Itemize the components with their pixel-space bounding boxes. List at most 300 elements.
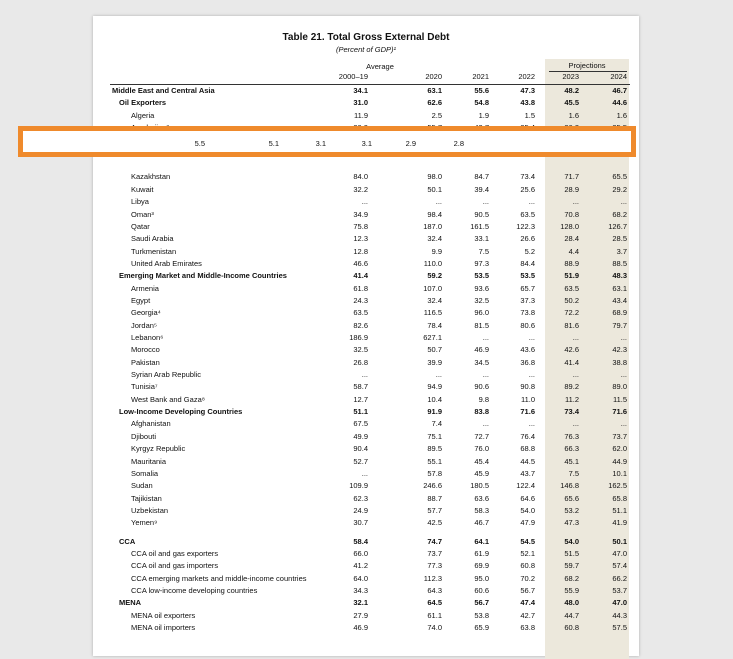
cell-value: 74.7 <box>427 536 442 546</box>
row-label: MENA oil importers <box>131 623 196 633</box>
row-label: Afghanistan <box>131 419 171 429</box>
cell-value: 53.5 <box>474 271 489 281</box>
cell-value: 26.8 <box>353 357 368 367</box>
cell-value: 73.7 <box>427 548 442 558</box>
cell-value: 2.9 <box>405 139 416 148</box>
cell-value: 63.5 <box>520 209 535 219</box>
cell-value: 81.5 <box>474 320 489 330</box>
row-label: Armenia <box>131 283 159 293</box>
cell-value: 24.3 <box>353 295 368 305</box>
cell-value: 50.1 <box>612 536 627 546</box>
cell-value: 64.1 <box>474 536 489 546</box>
table-row <box>93 221 639 233</box>
cell-value: 51.5 <box>564 548 579 558</box>
row-label: CCA oil and gas exporters <box>131 548 219 558</box>
cell-value: 91.9 <box>427 407 442 417</box>
cell-value: 58.3 <box>474 505 489 515</box>
cell-value: 9.8 <box>478 394 489 404</box>
cell-value: 47.9 <box>520 518 535 528</box>
iran-row-highlight <box>18 126 636 157</box>
cell-value: 32.5 <box>474 295 489 305</box>
row-label: Libya <box>131 197 149 207</box>
cell-value: 48.2 <box>564 86 579 95</box>
year-header: 2024 <box>610 72 627 81</box>
cell-value: 7.5 <box>478 246 489 256</box>
table-row <box>93 295 639 307</box>
cell-value: ... <box>620 197 627 207</box>
cell-value: 33.1 <box>474 234 489 244</box>
cell-value: 71.6 <box>612 407 627 417</box>
cell-value: 42.7 <box>520 610 535 620</box>
row-label: MENA oil exporters <box>131 610 196 620</box>
cell-value: 34.3 <box>353 586 368 595</box>
table-row <box>93 307 639 319</box>
cell-value: 78.4 <box>427 320 442 330</box>
cell-value: 47.3 <box>564 518 579 528</box>
row-label: CCA low-income developing countries <box>131 586 258 595</box>
table-row <box>93 456 639 468</box>
row-label: Tajikistan <box>131 493 162 503</box>
row-label: Kazakhstan <box>131 172 171 182</box>
cell-value: ... <box>435 197 442 207</box>
cell-value: 95.0 <box>474 573 489 583</box>
cell-value: 63.8 <box>520 623 535 633</box>
cell-value: 83.8 <box>474 407 489 417</box>
cell-value: 107.0 <box>423 283 442 293</box>
cell-value: 2.8 <box>453 139 464 148</box>
cell-value: 43.8 <box>520 98 535 108</box>
table-row <box>93 110 639 122</box>
cell-value: 116.5 <box>423 308 442 318</box>
cell-value: 1.6 <box>616 110 627 120</box>
table-row <box>93 184 639 196</box>
row-label: Jordan⁵ <box>131 320 158 330</box>
row-label: Egypt <box>131 295 151 305</box>
cell-value: 31.0 <box>353 98 368 108</box>
cell-value: 70.2 <box>520 573 535 583</box>
table-row <box>93 431 639 443</box>
cell-value: 73.4 <box>564 407 579 417</box>
cell-value: 54.0 <box>520 505 535 515</box>
cell-value: 10.4 <box>427 394 442 404</box>
cell-value: 63.1 <box>427 86 442 95</box>
cell-value: 73.4 <box>520 172 535 182</box>
cell-value: 51.1 <box>353 407 368 417</box>
cell-value: 57.8 <box>427 468 442 478</box>
cell-value: 88.5 <box>612 258 627 268</box>
cell-value: 90.4 <box>353 444 368 454</box>
cell-value: 64.6 <box>520 493 535 503</box>
year-header: 2020 <box>425 72 442 81</box>
row-label: Algeria <box>131 110 155 120</box>
cell-value: 80.6 <box>520 320 535 330</box>
cell-value: 122.3 <box>516 221 535 231</box>
cell-value: 34.5 <box>474 357 489 367</box>
row-label: Syrian Arab Republic <box>131 370 202 380</box>
row-label: United Arab Emirates <box>131 258 202 268</box>
cell-value: 57.5 <box>612 623 627 633</box>
cell-value: 11.0 <box>520 394 535 404</box>
row-label: Morocco <box>131 345 160 355</box>
cell-value: 161.5 <box>470 221 489 231</box>
row-label: Kyrgyz Republic <box>131 444 186 454</box>
cell-value: 54.5 <box>520 536 535 546</box>
row-label: Pakistan <box>131 357 160 367</box>
cell-value: 186.9 <box>349 333 368 342</box>
cell-value: 55.6 <box>474 86 489 95</box>
cell-value: 52.7 <box>353 456 368 466</box>
cell-value: 45.5 <box>564 98 579 108</box>
row-label: West Bank and Gaza⁸ <box>131 394 205 404</box>
cell-value: 69.9 <box>474 561 489 571</box>
cell-value: 57.4 <box>612 561 627 571</box>
table-row <box>93 209 639 221</box>
cell-value: 30.7 <box>353 518 368 528</box>
cell-value: 34.9 <box>353 209 368 219</box>
year-header: 2000–19 <box>338 72 368 81</box>
cell-value: 68.8 <box>520 444 535 454</box>
cell-value: 65.6 <box>564 493 579 503</box>
cell-value: 10.1 <box>612 468 627 478</box>
table-row <box>93 283 639 295</box>
cell-value: 126.7 <box>608 221 627 231</box>
cell-value: 12.8 <box>353 246 368 256</box>
cell-value: 36.8 <box>520 357 535 367</box>
table-row <box>93 480 639 492</box>
cell-value: 65.7 <box>520 283 535 293</box>
table-row <box>93 320 639 332</box>
cell-value: ... <box>528 333 535 342</box>
cell-value: 39.9 <box>427 357 442 367</box>
cell-value: 71.6 <box>520 407 535 417</box>
cell-value: 122.4 <box>516 481 535 491</box>
cell-value: 64.5 <box>427 598 442 608</box>
cell-value: 3.7 <box>616 246 627 256</box>
table-row <box>93 406 639 418</box>
cell-value: 75.1 <box>427 431 442 441</box>
cell-value: 41.2 <box>353 561 368 571</box>
cell-value: 73.8 <box>520 308 535 318</box>
cell-value: 63.5 <box>353 308 368 318</box>
row-label: Djibouti <box>131 431 157 441</box>
cell-value: 44.5 <box>520 456 535 466</box>
cell-value: 37.3 <box>520 295 535 305</box>
cell-value: 84.4 <box>520 258 535 268</box>
cell-value: 61.1 <box>427 610 442 620</box>
row-label: Low-Income Developing Countries <box>119 407 243 417</box>
cell-value: 72.7 <box>474 431 489 441</box>
cell-value: 51.1 <box>612 505 627 515</box>
cell-value: 60.8 <box>564 623 579 633</box>
table-row <box>93 270 639 282</box>
cell-value: 48.0 <box>564 598 579 608</box>
cell-value: 48.3 <box>612 271 627 281</box>
cell-value: 44.9 <box>612 456 627 466</box>
cell-value: 2.5 <box>431 110 442 120</box>
cell-value: 66.0 <box>353 548 368 558</box>
cell-value: 84.0 <box>353 172 368 182</box>
cell-value: 47.3 <box>520 86 535 95</box>
year-header: 2022 <box>518 72 535 81</box>
cell-value: 90.6 <box>474 382 489 392</box>
cell-value: 98.0 <box>427 172 442 182</box>
cell-value: 246.6 <box>423 481 442 491</box>
document-page <box>93 16 639 656</box>
row-label: Saudi Arabia <box>131 234 174 244</box>
row-label: CCA <box>119 536 136 546</box>
cell-value: 50.2 <box>564 295 579 305</box>
cell-value: 46.9 <box>353 623 368 633</box>
cell-value: 44.3 <box>612 610 627 620</box>
cell-value: 1.9 <box>478 110 489 120</box>
table-row <box>93 394 639 406</box>
cell-value: ... <box>482 370 489 380</box>
cell-value: 94.9 <box>427 382 442 392</box>
cell-value: 46.9 <box>474 345 489 355</box>
cell-value: 7.5 <box>568 468 579 478</box>
table-row <box>93 517 639 529</box>
table-row <box>93 443 639 455</box>
cell-value: 49.9 <box>353 431 368 441</box>
table-row <box>93 344 639 356</box>
projections-header: Projections <box>568 61 606 70</box>
table-row <box>93 369 639 381</box>
cell-value: 63.6 <box>474 493 489 503</box>
year-header: 2023 <box>562 72 579 81</box>
cell-value: 58.4 <box>353 536 368 546</box>
cell-value: ... <box>361 468 368 478</box>
cell-value: 39.4 <box>474 184 489 194</box>
cell-value: 53.8 <box>474 610 489 620</box>
table-row <box>93 258 639 270</box>
cell-value: 93.6 <box>474 283 489 293</box>
cell-value: 25.6 <box>520 184 535 194</box>
cell-value: 27.9 <box>353 610 368 620</box>
cell-value: 60.6 <box>474 586 489 595</box>
cell-value: 47.0 <box>612 548 627 558</box>
cell-value: 89.5 <box>427 444 442 454</box>
cell-value: ... <box>435 370 442 380</box>
table-row <box>93 585 639 597</box>
cell-value: 60.8 <box>520 561 535 571</box>
row-label: Sudan <box>131 481 153 491</box>
cell-value: 75.8 <box>353 221 368 231</box>
cell-value: 42.6 <box>564 345 579 355</box>
cell-value: 59.7 <box>564 561 579 571</box>
cell-value: 61.9 <box>474 548 489 558</box>
table-row <box>93 418 639 430</box>
cell-value: 61.8 <box>353 283 368 293</box>
cell-value: 65.9 <box>474 623 489 633</box>
cell-value: 4.4 <box>568 246 579 256</box>
cell-value: 26.6 <box>520 234 535 244</box>
cell-value: 32.1 <box>353 598 368 608</box>
table-row <box>93 560 639 572</box>
cell-value: 32.2 <box>353 184 368 194</box>
table-row <box>93 357 639 369</box>
cell-value: ... <box>572 197 579 207</box>
cell-value: 28.5 <box>612 234 627 244</box>
cell-value: 32.4 <box>427 234 442 244</box>
table-row-iran <box>0 138 476 150</box>
cell-value: 34.1 <box>353 86 368 95</box>
cell-value: ... <box>620 370 627 380</box>
table-title: Table 21. Total Gross External Debt <box>282 32 450 43</box>
cell-value: 68.2 <box>612 209 627 219</box>
cell-value: ... <box>528 197 535 207</box>
cell-value: 65.8 <box>612 493 627 503</box>
row-label: Oil Exporters <box>119 98 167 108</box>
row-label: Lebanon⁶ <box>131 333 164 342</box>
cell-value: 53.2 <box>564 505 579 515</box>
cell-value: 66.3 <box>564 444 579 454</box>
row-label: Mauritania <box>131 456 167 466</box>
cell-value: 88.7 <box>427 493 442 503</box>
cell-value: 42.5 <box>427 518 442 528</box>
cell-value: ... <box>528 370 535 380</box>
cell-value: 43.6 <box>520 345 535 355</box>
cell-value: 54.0 <box>564 536 579 546</box>
cell-value: 29.2 <box>612 184 627 194</box>
cell-value: 62.0 <box>612 444 627 454</box>
cell-value: 11.9 <box>353 110 368 120</box>
row-label: Somalia <box>131 468 159 478</box>
table-row <box>93 332 639 344</box>
cell-value: 46.7 <box>474 518 489 528</box>
average-header: Average <box>366 62 394 71</box>
cell-value: 82.6 <box>353 320 368 330</box>
cell-value: 62.6 <box>427 98 442 108</box>
row-label: CCA oil and gas importers <box>131 561 219 571</box>
cell-value: 68.2 <box>564 573 579 583</box>
cell-value: 68.9 <box>612 308 627 318</box>
cell-value: 3.1 <box>315 139 326 148</box>
cell-value: 41.4 <box>564 357 579 367</box>
row-label: Turkmenistan <box>131 246 177 256</box>
cell-value: 76.0 <box>474 444 489 454</box>
cell-value: ... <box>572 419 579 429</box>
cell-value: 70.8 <box>564 209 579 219</box>
table-row <box>93 468 639 480</box>
cell-value: 110.0 <box>423 258 442 268</box>
cell-value: 55.9 <box>564 586 579 595</box>
cell-value: 65.5 <box>612 172 627 182</box>
cell-value: 5.5 <box>194 139 205 148</box>
cell-value: 76.3 <box>564 431 579 441</box>
cell-value: 66.2 <box>612 573 627 583</box>
cell-value: ... <box>482 419 489 429</box>
cell-value: 109.9 <box>349 481 368 491</box>
cell-value: 81.6 <box>564 320 579 330</box>
year-header-row <box>93 71 639 83</box>
row-label: Qatar <box>131 221 150 231</box>
table-row <box>93 622 639 634</box>
cell-value: 45.9 <box>474 468 489 478</box>
cell-value: 43.4 <box>612 295 627 305</box>
cell-value: 77.3 <box>427 561 442 571</box>
cell-value: 76.4 <box>520 431 535 441</box>
cell-value: 28.9 <box>564 184 579 194</box>
cell-value: ... <box>361 370 368 380</box>
cell-value: 46.6 <box>353 258 368 268</box>
table-row <box>93 610 639 622</box>
cell-value: 46.7 <box>612 86 627 95</box>
table-row <box>93 85 639 97</box>
cell-value: 5.1 <box>268 139 279 148</box>
table-row <box>93 97 639 109</box>
cell-value: 56.7 <box>520 586 535 595</box>
cell-value: 146.8 <box>560 481 579 491</box>
cell-value: 55.1 <box>427 456 442 466</box>
cell-value: 9.9 <box>431 246 442 256</box>
table-row <box>93 171 639 183</box>
cell-value: 84.7 <box>474 172 489 182</box>
cell-value: 58.7 <box>353 382 368 392</box>
cell-value: 88.9 <box>564 258 579 268</box>
table-row <box>93 381 639 393</box>
cell-value: 73.7 <box>612 431 627 441</box>
cell-value: 63.5 <box>564 283 579 293</box>
cell-value: 62.3 <box>353 493 368 503</box>
year-header: 2021 <box>472 72 489 81</box>
row-label: Uzbekistan <box>131 505 169 515</box>
cell-value: 3.1 <box>361 139 372 148</box>
cell-value: 44.6 <box>612 98 627 108</box>
cell-value: 51.9 <box>564 271 579 281</box>
cell-value: ... <box>620 333 627 342</box>
cell-value: ... <box>572 333 579 342</box>
cell-value: 627.1 <box>423 333 442 342</box>
cell-value: 32.5 <box>353 345 368 355</box>
row-label: Emerging Market and Middle-Income Countries <box>119 271 287 281</box>
cell-value: 7.4 <box>431 419 442 429</box>
cell-value: 41.4 <box>353 271 368 281</box>
cell-value: 5.2 <box>524 246 535 256</box>
cell-value: 79.7 <box>612 320 627 330</box>
table-row <box>93 493 639 505</box>
cell-value: 45.1 <box>564 456 579 466</box>
cell-value: 32.4 <box>427 295 442 305</box>
cell-value: 47.4 <box>520 598 535 608</box>
row-label: Oman³ <box>131 209 154 219</box>
cell-value: ... <box>361 197 368 207</box>
table-row <box>93 573 639 585</box>
cell-value: 38.8 <box>612 357 627 367</box>
cell-value: 64.0 <box>353 573 368 583</box>
cell-value: 42.3 <box>612 345 627 355</box>
table-row <box>93 548 639 560</box>
row-label: Tunisia⁷ <box>131 382 158 392</box>
cell-value: 89.2 <box>564 382 579 392</box>
cell-value: 41.9 <box>612 518 627 528</box>
row-label: Yemen⁹ <box>131 518 158 528</box>
cell-value: 112.3 <box>423 573 442 583</box>
cell-value: 96.0 <box>474 308 489 318</box>
cell-value: 57.7 <box>427 505 442 515</box>
cell-value: ... <box>528 419 535 429</box>
cell-value: 90.5 <box>474 209 489 219</box>
cell-value: 74.0 <box>427 623 442 633</box>
table-row <box>93 233 639 245</box>
cell-value: 56.7 <box>474 598 489 608</box>
table-row <box>93 196 639 208</box>
cell-value: 64.3 <box>427 586 442 595</box>
cell-value: 98.4 <box>427 209 442 219</box>
table-row <box>93 505 639 517</box>
cell-value: 187.0 <box>423 221 442 231</box>
cell-value: 63.1 <box>612 283 627 293</box>
row-label: CCA emerging markets and middle-income countries <box>131 573 307 583</box>
